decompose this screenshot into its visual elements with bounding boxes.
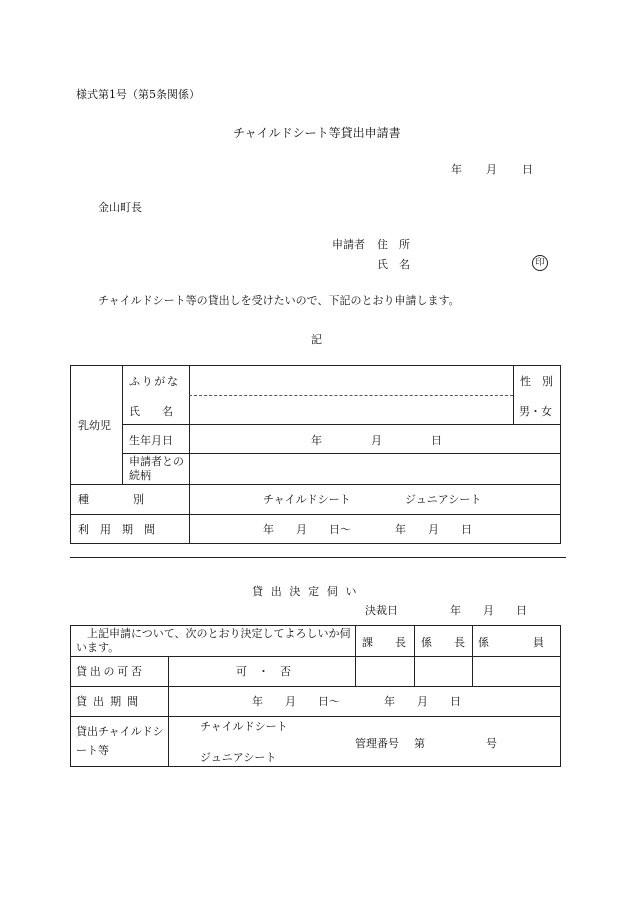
kessai-label: 決裁日 <box>365 604 398 617</box>
management-number-label: 管理番号 <box>355 737 399 750</box>
birthdate-day: 日 <box>431 434 442 447</box>
furigana-label: ふりがな <box>129 375 180 388</box>
usage-period-value: 年 月 日～ 年 月 日 <box>263 523 472 536</box>
kakaricho-label: 係 長 <box>421 636 465 649</box>
ki-mark: 記 <box>311 333 322 346</box>
type-child-seat: チャイルドシート <box>263 493 351 506</box>
usage-period-label: 利 用 期 間 <box>78 523 155 536</box>
date-year: 年 <box>451 163 462 176</box>
sex-label: 性 別 <box>520 375 553 388</box>
date-day: 日 <box>522 163 533 176</box>
decision-title: 貸出決定伺い <box>252 585 365 598</box>
type-label: 種 別 <box>78 493 144 506</box>
lend-period-label: 貸出期間 <box>76 695 145 708</box>
decision-intro: 上記申請について、次のとおり決定してよろしいか伺います。 <box>76 627 351 654</box>
lend-seat-label: 貸出チャイルドシート等 <box>76 725 164 757</box>
request-text: チャイルドシート等の貸出しを受けたいので、下記のとおり申請します。 <box>98 294 460 307</box>
birthdate-year: 年 <box>311 434 322 447</box>
addressee: 金山町長 <box>98 201 142 214</box>
name-label: 氏 名 <box>377 258 410 271</box>
page-title: チャイルドシート等貸出申請書 <box>233 126 401 140</box>
lend-child-seat: チャイルドシート <box>200 720 288 733</box>
name-field-label: 氏 名 <box>129 405 173 418</box>
management-number-dai: 第 <box>414 737 425 750</box>
lend-period-value: 年 月 日～ 年 月 日 <box>252 695 461 708</box>
lend-junior-seat: ジュニアシート <box>200 751 277 764</box>
kacho-label: 課 長 <box>362 636 406 649</box>
birthdate-month: 月 <box>371 434 382 447</box>
sex-value: 男・女 <box>519 405 552 418</box>
type-junior-seat: ジュニアシート <box>405 493 482 506</box>
kakariin-label: 係 員 <box>478 636 544 649</box>
section-divider <box>70 557 566 558</box>
form-number: 様式第1号（第5条関係） <box>76 88 200 101</box>
applicant-label: 申請者 <box>332 238 365 251</box>
kessai-date: 年 月 日 <box>450 604 527 617</box>
birthdate-label: 生年月日 <box>129 434 173 447</box>
relation-label: 申請者との続柄 <box>129 455 184 482</box>
seal-mark: 印 <box>532 255 548 271</box>
management-number-go: 号 <box>486 737 497 750</box>
date-month: 月 <box>486 163 497 176</box>
infant-label: 乳幼児 <box>78 419 111 432</box>
yes-no-value: 可 ・ 否 <box>236 665 291 678</box>
address-label: 住 所 <box>377 238 410 251</box>
yes-no-label: 貸出の可否 <box>76 665 145 678</box>
